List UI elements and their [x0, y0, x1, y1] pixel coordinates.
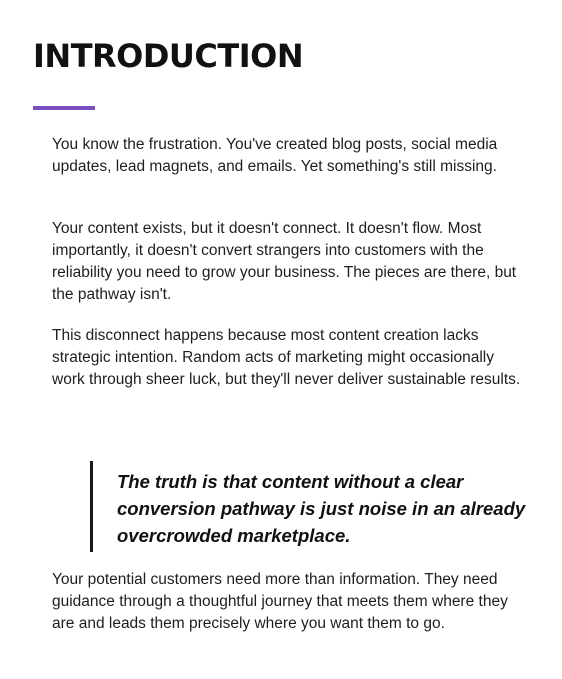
paragraph-frustration: You know the frustration. You've created blog posts, social media updates, lead magnets, and emails. Yet something's still missing.	[52, 136, 498, 175]
pull-quote-text: The truth is that content without a clear conversion pathway is just noise in an already overcrowded marketplace.	[117, 471, 526, 546]
paragraph-disconnect: Your content exists, but it doesn't connect. It doesn't flow. Most importantly, it doesn't convert strangers into customers with the reliability you need to grow your business. The pieces are there, but the pathway isn't.	[52, 220, 517, 303]
heading-accent-rule	[33, 106, 95, 110]
section-heading: INTRODUCTION	[33, 37, 304, 75]
paragraph-customer-journey: Your potential customers need more than information. They need guidance through a thoughtful journey that meets them where they are and leads them precisely where you want them to go.	[52, 571, 508, 632]
pull-quote	[90, 461, 560, 552]
paragraph-strategic-intention: This disconnect happens because most content creation lacks strategic intention. Random acts of marketing might occasionally work through sheer luck, but they'll never deliver sustainable results.	[52, 327, 521, 388]
